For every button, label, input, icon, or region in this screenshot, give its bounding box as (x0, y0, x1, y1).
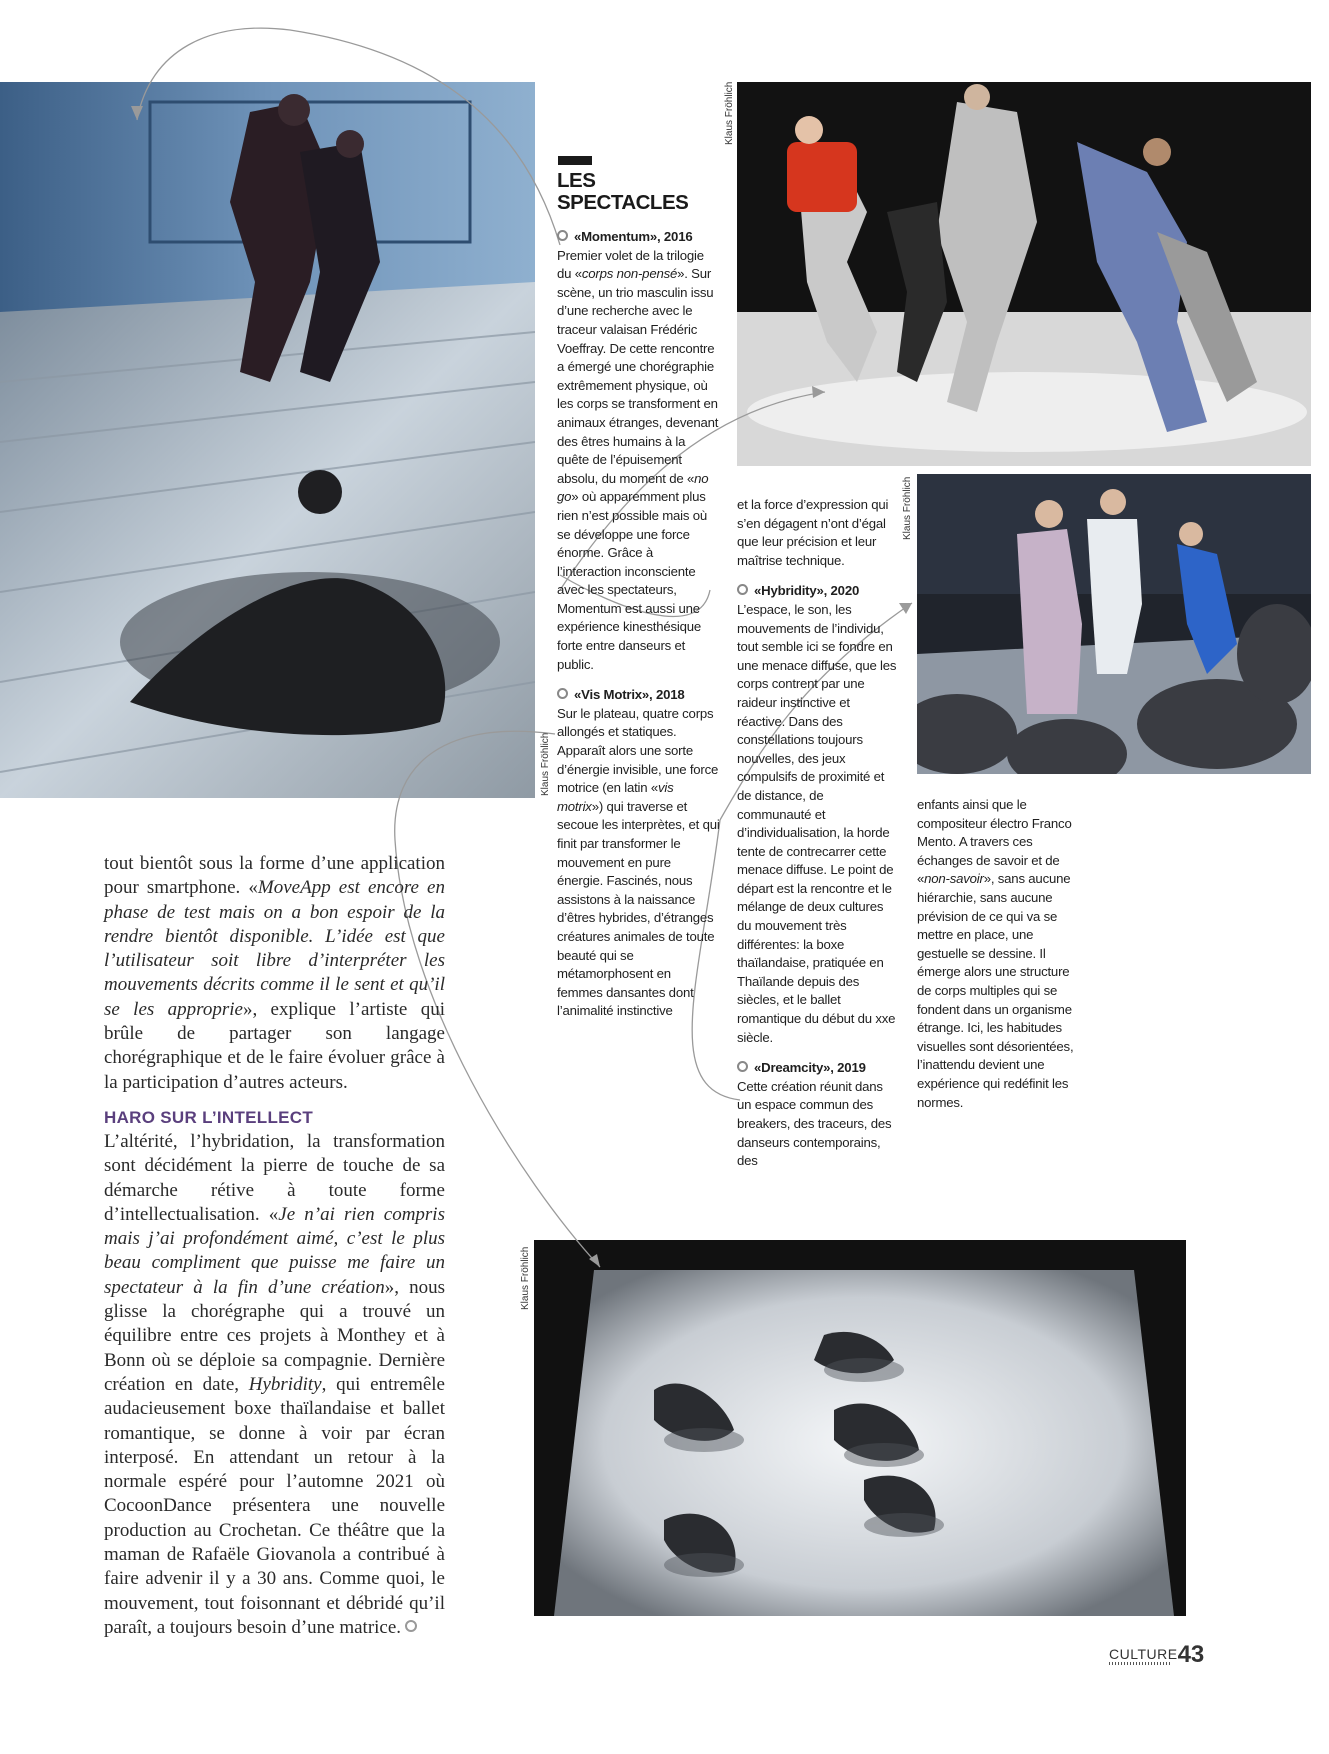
photo-momentum (737, 82, 1311, 466)
show-text-momentum: Premier volet de la trilogie du «corps non-pensé». Sur scène, un trio masculin issu d’une recherche avec le traceur valaisan Frédéric Voeffray. De cette rencontre a émergé une chorégraphie extrêmement physique, où les corps se transforment en animaux étranges, devenant des êtres humains à la quête de l’épuisement absolu, du moment de «no go» où apparemment plus rien n’est possible mais où se développe une force énorme. Grâce à l’interaction inconsciente avec les spectateurs, Momentum est aussi une expérience kinesthésique forte entre danseurs et public. (557, 247, 719, 672)
photo-dreamcity (534, 1240, 1186, 1616)
show-text-vis-motrix: Sur le plateau, quatre corps allongés et statiques. Apparaît alors une sorte d’énergie invisible, une force motrice (en latin «vis motrix») qui traverse et secoue les interprètes, et qui finit par transformer le mouvement en pure énergie. Fascinés, nous assistons à la naissance d’êtres hybrides, d’étranges créatures animales de toute beauté qui se métamorphosent en femmes dansantes dont l’animalité instinctive (557, 705, 720, 1019)
photo-credit: Klaus Fröhlich (520, 1246, 531, 1310)
sidebar-column-3 (917, 796, 1077, 1112)
bullet-icon (557, 230, 568, 241)
sidebar-title: LES SPECTACLES (557, 169, 689, 214)
show-title-dreamcity: «Dreamcity», 2019 (737, 1059, 899, 1078)
bullet-icon (737, 584, 748, 595)
photo-vis-motrix (0, 82, 535, 798)
section-name: CULTURE (1109, 1646, 1178, 1662)
show-title-hybridity: «Hybridity», 2020 (737, 582, 899, 601)
folio-rule (1109, 1662, 1171, 1665)
article-paragraph: tout bientôt sous la forme d’une application pour smartphone. «MoveApp est encore en phase de test mais on a bon espoir de la rendre bientôt disponible. L’idée est que l’utilisateur soit libre d’interpréter les mouvements décrits comme il le sent et qu’il se les approprie», explique l’artiste qui brûle de partager son langage chorégraphique et de le faire évoluer grâce à la participation d’autres acteurs. (104, 853, 446, 1093)
photo-credit: Klaus Fröhlich (724, 81, 735, 145)
article-column (104, 852, 445, 1095)
show-title-vis-motrix: «Vis Motrix», 2018 (557, 686, 720, 705)
show-text-hybridity: L’espace, le son, les mouvements de l’individu, tout semble ici se fondre en une menace diffuse, que les corps contrent par une raideur instinctive et réactive. Dans des constellations toujours nouvelles, des jeux compulsifs de proximité et de distance, de communauté et d’individualisation, la horde tente de contrecarrer cette menace diffuse. Le point de départ est la rencontre et le mélange de deux cultures du mouvement très différentes: la boxe thaïlandaise, pratiquée en Thaïlande depuis des siècles, et le ballet romantique du début du xxe siècle. (737, 601, 897, 1045)
photo-credit: Klaus Fröhlich (540, 732, 551, 796)
end-mark-icon (405, 1620, 417, 1632)
photo-credit: Klaus Fröhlich (902, 476, 913, 540)
photo-hybridity (917, 474, 1311, 774)
sidebar-column-2 (737, 496, 899, 1171)
show-text-dreamcity: Cette création réunit dans un espace commun des breakers, des traceurs, des danseurs contemporains, des (737, 1078, 892, 1169)
show-text-vis-motrix-cont: et la force d’expression qui s’en dégagent n’ont d’égal que leur précision et leur maîtrise technique. (737, 497, 889, 568)
sidebar-column-1 (557, 228, 720, 1021)
show-text-dreamcity-cont: enfants ainsi que le compositeur électro Franco Mento. A travers ces échanges de savoir et de «non-savoir», sans aucune hiérarchie, sans aucune prévision de ce qui va se mettre en place, une gestuelle se dessine. Il émerge alors une structure de corps multiples qui se fondent dans un organisme étrange. Ici, les habitudes visuelles sont désorientées, l’inattendu devient une expérience qui redéfinit les normes. (917, 797, 1074, 1110)
bullet-icon (737, 1061, 748, 1072)
article-paragraph: L’altérité, l’hybridation, la transformation sont décidément la pierre de touche de sa démarche rétive à toute forme d’intellectualisation. «Je n’ai rien compris mais j’ai profondément aimé, c’est le plus beau compliment que puisse me faire un spectateur à la fin d’une création», nous glisse la chorégraphe qui a trouvé un équilibre entre ces projets à Monthey et à Bonn où se déploie sa compagnie. Dernière création en date, Hybridity, qui entremêle audacieusement boxe thaïlandaise et ballet romantique, se donne à voir par écran interposé. En attendant un retour à la normale espéré pour l’automne 2021 où CocoonDance présentera une nouvelle production au Crochetan. Ce théâtre que la maman de Rafaële Giovanola a contribué à faire advenir il y a 30 ans. Comme quoi, le mouvement, tout foisonnant et débridé qu’il paraît, a toujours besoin d’une matrice. (104, 1131, 445, 1638)
show-title-momentum: «Momentum», 2016 (557, 228, 720, 247)
article-subhead: HARO SUR L’INTELLECT (104, 1108, 314, 1127)
page-number: 43 (1177, 1641, 1205, 1668)
bullet-icon (557, 688, 568, 699)
article-column (104, 1130, 445, 1640)
sidebar-title-bar (558, 156, 592, 165)
